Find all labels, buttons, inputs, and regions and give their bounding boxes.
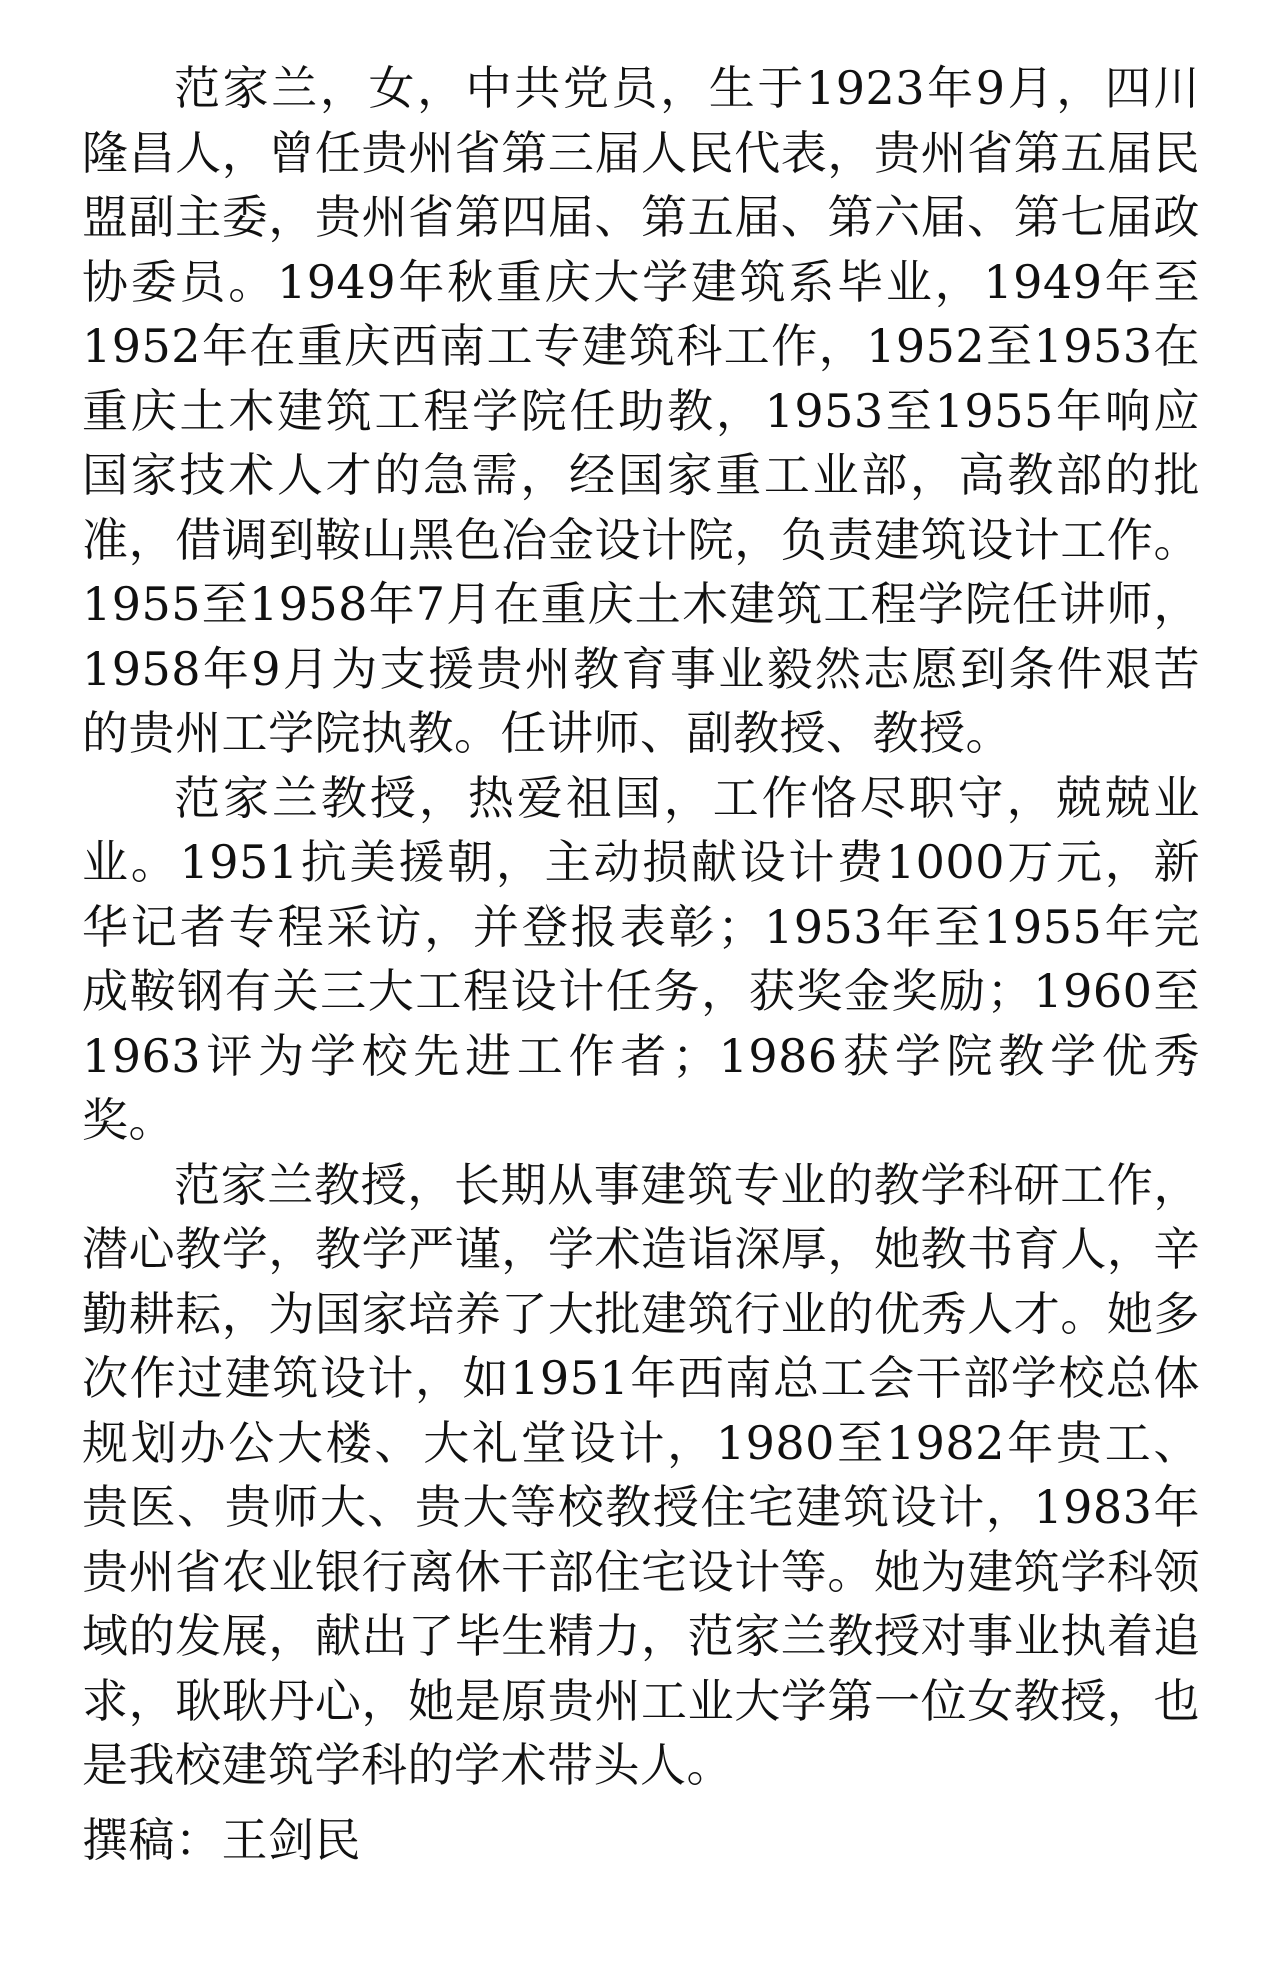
author-byline: 撰稿：王剑民 xyxy=(82,1813,361,1867)
paragraph-honors: 范家兰教授，热爱祖国，工作恪尽职守，兢兢业业。1951抗美援朝，主动损献设计费1000万元，新华记者专程采访，并登报表彰；1953年至1955年完成鞍钢有关三大工程设计任务，获奖金奖励；1960至1963评为学校先进工作者；1986获学院教学优秀奖。 xyxy=(82,770,1200,1147)
paragraph-early-career: 范家兰，女，中共党员，生于1923年9月，四川隆昌人，曾任贵州省第三届人民代表，贵州省第五届民盟副主委，贵州省第四届、第五届、第六届、第七届政协委员。1949年秋重庆大学建筑系毕业，1949年至1952年在重庆西南工专建筑科工作，1952至1953在重庆土木建筑工程学院任助教，1953至1955年响应国家技术人才的急需，经国家重工业部，高教部的批准，借调到鞍山黑色冶金设计院，负责建筑设计工作。1955至1958年7月在重庆土木建筑工程学院任讲师，1958年9月为支援贵州教育事业毅然志愿到条件艰苦的贵州工学院执教。任讲师、副教授、教授。 xyxy=(82,61,1200,760)
biography-article xyxy=(82,56,1200,1798)
paragraph-teaching-design: 范家兰教授，长期从事建筑专业的教学科研工作，潜心教学，教学严谨，学术造诣深厚，她教书育人，辛勤耕耘，为国家培养了大批建筑行业的优秀人才。她多次作过建筑设计，如1951年西南总工会干部学校总体规划办公大楼、大礼堂设计，1980至1982年贵工、贵医、贵师大、贵大等校教授住宅建筑设计，1983年贵州省农业银行离休干部住宅设计等。她为建筑学科领域的发展，献出了毕生精力，范家兰教授对事业执着追求，耿耿丹心，她是原贵州工业大学第一位女教授，也是我校建筑学科的学术带头人。 xyxy=(82,1157,1200,1792)
